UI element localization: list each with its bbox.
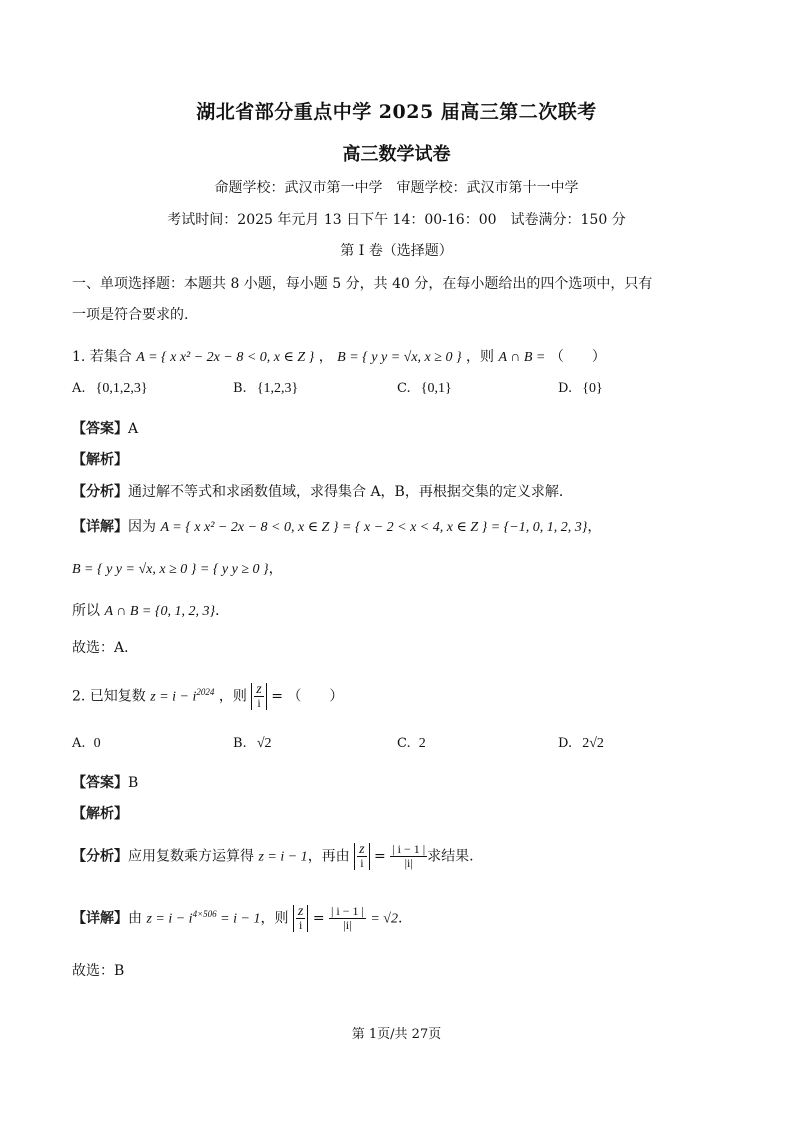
q1-option-c[interactable] [397, 381, 452, 397]
q1-choose: 故选：A． [72, 640, 139, 656]
option-label: C. [397, 736, 411, 751]
detail-mid: ，则 [260, 910, 289, 927]
option-label: A. [72, 381, 86, 396]
q1-detail-line2 [72, 558, 283, 578]
answer-tag: 【答案】 [72, 775, 128, 791]
q2-detail [72, 905, 402, 932]
option-label: B. [233, 381, 247, 396]
fraction-denominator: i [257, 696, 261, 710]
detail-tag: 【详解】 [72, 519, 128, 535]
q2-option-a[interactable] [72, 736, 101, 752]
fraction-numerator: z [256, 682, 262, 697]
option-value: {1,2,3} [256, 381, 299, 396]
detail-punct: . [398, 910, 403, 927]
q2-stem-mid: ，则 [218, 688, 247, 705]
detail-z-result: = i − 1 [216, 911, 261, 927]
q2-choose: 故选：B [72, 963, 125, 979]
fenxi-text: 通过解不等式和求函数值域，求得集合 A，B，再根据交集的定义求解． [128, 484, 573, 500]
detail-equals: = [312, 910, 325, 927]
q2-equals: = [271, 688, 283, 705]
option-label: A. [72, 736, 86, 751]
q2-stem-prefix: 2. 已知复数 [72, 688, 146, 705]
schools-line: 命题学校：武汉市第一中学 审题学校：武汉市第十一中学 [214, 180, 579, 196]
q1-set-b: B = { y y = √x, x ≥ 0 } [337, 350, 462, 365]
option-value: 2 [418, 736, 426, 751]
option-value: {0} [582, 381, 603, 396]
fraction-denominator: i [298, 918, 303, 932]
q1-analysis-tag [72, 449, 128, 469]
q2-z-exponent: 2024 [196, 686, 215, 697]
q1-conclusion [72, 600, 229, 620]
detail-tag: 【详解】 [72, 910, 128, 927]
fenxi-mid: ，再由 [307, 848, 350, 865]
option-value: 0 [93, 736, 101, 751]
option-label: D. [558, 381, 573, 396]
detail-punct: ， [268, 561, 283, 577]
exam-time-line: 考试时间：2025 年元月 13 日下午 14：00-16：00 试卷满分：150 分 [167, 212, 626, 228]
answer-value: A [128, 421, 139, 437]
fraction-numerator: z [359, 842, 365, 857]
fraction-numerator: z [297, 904, 304, 919]
option-value: √2 [256, 736, 272, 751]
q2-paren: （ ） [287, 688, 344, 705]
fenxi-suffix: 求结果. [427, 848, 474, 865]
q2-analysis-tag [72, 803, 128, 823]
fraction-numerator: | i − 1 | [331, 904, 364, 918]
page-footer: 第 1页/共 27页 [351, 1027, 442, 1042]
option-value: 2√2 [582, 736, 604, 751]
detail-prefix: 由 [128, 910, 142, 927]
option-label: C. [397, 381, 411, 396]
conclusion-prefix: 所以 [72, 603, 100, 619]
detail-prefix: 因为 [128, 519, 156, 535]
exam-subtitle: 高三数学试卷 [342, 144, 451, 165]
detail-equation: B = { y y = √x, x ≥ 0 } = { y y ≥ 0 } [72, 562, 269, 577]
q1-option-a[interactable] [72, 381, 148, 397]
answer-value: B [128, 775, 139, 791]
detail-exponent: 4×506 [192, 908, 217, 919]
q1-option-b[interactable] [233, 381, 298, 397]
q2-z-expression: z = i − i [150, 689, 197, 705]
q1-answer [72, 418, 138, 438]
conclusion-punct: ． [215, 603, 230, 619]
q1-set-a: A = { x x² − 2x − 8 < 0, x ∈ Z } [136, 350, 315, 365]
fenxi-z: z = i − 1 [258, 849, 308, 865]
analysis-tag: 【解析】 [72, 452, 128, 468]
q2-stem [72, 683, 343, 710]
q2-abs-fraction [251, 683, 266, 710]
q1-intersection: A ∩ B = [498, 350, 546, 365]
q2-option-d[interactable] [558, 736, 604, 752]
q1-comma: ， [318, 349, 333, 365]
q2-option-b[interactable] [233, 736, 272, 752]
section-instruction-line2: 一项是符合要求的. [72, 307, 189, 323]
q1-stem-prefix: 1. 若集合 [72, 349, 132, 365]
fenxi-equals: = [374, 848, 386, 865]
option-label: D. [558, 736, 573, 751]
option-label: B. [233, 736, 247, 751]
q1-stem [72, 346, 606, 366]
fraction-numerator: | i − 1 | [392, 842, 426, 856]
fenxi-abs-fraction [354, 843, 369, 870]
q2-answer [72, 772, 138, 792]
option-value: {0,1} [420, 381, 452, 396]
detail-abs-fraction [293, 905, 308, 932]
q2-option-c[interactable] [397, 736, 426, 752]
conclusion-equation: A ∩ B = {0, 1, 2, 3} [104, 604, 216, 619]
exam-title: 湖北省部分重点中学 2025 届高三第二次联考 [196, 101, 597, 123]
q1-detail-line1 [72, 516, 601, 536]
q1-paren: （ ） [549, 349, 606, 365]
fraction-denominator: |i| [343, 918, 352, 932]
fraction-denominator: |i| [404, 856, 413, 870]
detail-equation: A = { x x² − 2x − 8 < 0, x ∈ Z } = { x − 2 < x < 4, x ∈ Z } = {−1, 0, 1, 2, 3} [160, 520, 588, 535]
fenxi-prefix: 应用复数乘方运算得 [128, 848, 254, 865]
fraction-denominator: i [360, 856, 364, 870]
q1-fenxi [72, 481, 573, 501]
option-value: {0,1,2,3} [95, 381, 148, 396]
detail-z: z = i − i [146, 911, 193, 927]
section-instruction-line1: 一、单项选择题：本题共 8 小题，每小题 5 分，共 40 分，在每小题给出的四个选项中，只有 [72, 276, 653, 292]
fenxi-tag: 【分析】 [72, 484, 128, 500]
detail-punct: ， [587, 519, 602, 535]
q1-option-d[interactable] [558, 381, 603, 397]
answer-tag: 【答案】 [72, 421, 128, 437]
fenxi-tag: 【分析】 [72, 848, 128, 865]
volume-heading: 第 I 卷（选择题） [340, 243, 453, 259]
q2-fenxi [72, 843, 474, 870]
q1-stem-suffix: ，则 [466, 349, 494, 365]
detail-result: = √2 [370, 911, 398, 927]
analysis-tag: 【解析】 [72, 806, 128, 822]
